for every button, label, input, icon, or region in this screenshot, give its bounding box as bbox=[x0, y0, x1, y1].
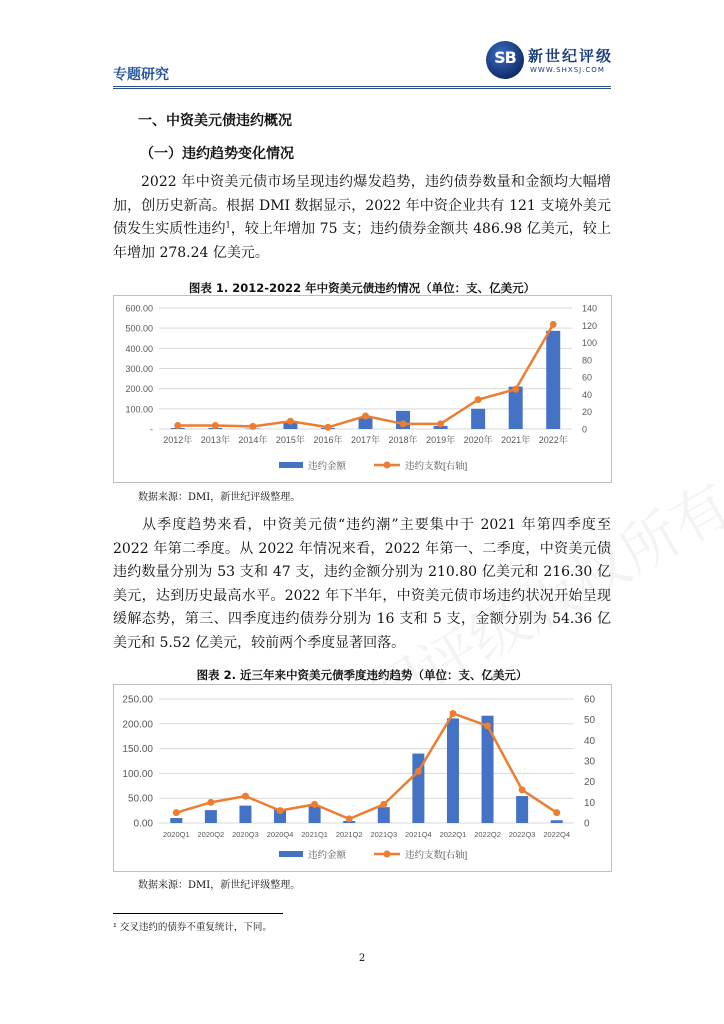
line-point bbox=[212, 422, 219, 429]
category-label: 2018年 bbox=[388, 435, 418, 445]
bar bbox=[359, 418, 373, 429]
bar bbox=[170, 818, 182, 823]
left-axis-tick-label: 50.00 bbox=[127, 793, 153, 805]
right-axis-tick-label: 100 bbox=[582, 338, 598, 349]
bar bbox=[551, 820, 563, 823]
legend-line-marker bbox=[384, 462, 391, 469]
legend-bar-swatch bbox=[279, 462, 303, 468]
right-axis-tick-label: 30 bbox=[584, 756, 596, 768]
right-axis-tick-label: 10 bbox=[584, 797, 596, 809]
legend-label: 违约支数[右轴] bbox=[405, 461, 468, 472]
line-point bbox=[346, 815, 353, 822]
category-label: 2014年 bbox=[238, 435, 268, 445]
line-point bbox=[415, 768, 422, 775]
line-point bbox=[380, 801, 387, 808]
category-label: 2021Q1 bbox=[301, 830, 328, 839]
paragraph-intro bbox=[113, 171, 611, 265]
logo-url: WWW.SHXSJ.COM bbox=[530, 66, 605, 74]
legend-label: 违约金额 bbox=[308, 850, 347, 861]
left-axis-tick-label: 200.00 bbox=[122, 719, 153, 731]
left-axis-tick-label: 300.00 bbox=[125, 364, 153, 374]
category-label: 2019年 bbox=[426, 435, 456, 445]
left-axis-tick-label: 200.00 bbox=[125, 384, 153, 395]
bar bbox=[205, 810, 217, 823]
footnote-reference[interactable]: 1 bbox=[225, 220, 231, 230]
line-point bbox=[311, 801, 318, 808]
category-label: 2021Q3 bbox=[370, 830, 398, 839]
line-point bbox=[519, 786, 526, 793]
line-point bbox=[475, 396, 482, 403]
paragraph-intro-text: 2022 年中资美元债市场呈现违约爆发趋势，违约债券数量和金额均大幅增加，创历史新高。根据 DMI 数据显示，2022 年中资企业共有 121 支境外美元债发生实质性违约 bbox=[113, 174, 611, 237]
chart1-annual-defaults bbox=[114, 296, 611, 482]
bar bbox=[239, 806, 251, 823]
left-axis-tick-label: - bbox=[150, 424, 153, 435]
right-axis-tick-label: 0 bbox=[584, 818, 590, 830]
category-label: 2013年 bbox=[200, 435, 230, 445]
line-point bbox=[449, 710, 456, 717]
category-label: 2022Q2 bbox=[474, 830, 501, 839]
paragraph-quarterly-text: 从季度趋势来看，中资美元债“违约潮”主要集中于 2021 年第四季度至 2022 年第二季度。从 2022 年情况来看，2022 年第一、二季度，中资美元债违约数量分别为 53 支和 47 支，违约金额分别为 210.80 亿美元和 216.30 亿美元，达到历史最高水平。2022 年下半年，中资美元债市场违约状况开始呈现缓解态势，第三、四季度违约债券分别为 16 支和 5 支，金额分别为 54.36 亿美元和 5.52 亿美元，较前两个季度显著回落。 bbox=[113, 517, 611, 651]
right-axis-tick-label: 80 bbox=[582, 355, 593, 366]
right-axis-tick-label: 0 bbox=[582, 424, 588, 435]
chart1-source: 数据来源：DMI，新世纪评级整理。 bbox=[138, 492, 301, 503]
subsection-heading: （一）违约趋势变化情况 bbox=[140, 146, 294, 162]
category-label: 2016年 bbox=[313, 435, 343, 445]
line-point bbox=[174, 422, 181, 429]
chart1-caption: 图表 1. 2012-2022 年中资美元债违约情况（单位：支、亿美元） bbox=[188, 281, 536, 295]
footnote-divider bbox=[113, 913, 283, 914]
line-point bbox=[242, 793, 249, 800]
category-label: 2021Q2 bbox=[335, 830, 363, 839]
bar bbox=[516, 796, 528, 823]
line-point bbox=[553, 809, 560, 816]
header-divider-secondary bbox=[113, 88, 611, 89]
line-point bbox=[249, 423, 256, 430]
line-point bbox=[437, 420, 444, 427]
category-label: 2022Q1 bbox=[439, 830, 467, 839]
bar bbox=[509, 387, 523, 429]
left-axis-tick-label: 100.00 bbox=[125, 404, 153, 415]
chart2-caption: 图表 2. 近三年来中资美元债季度违约趋势（单位：支、亿美元） bbox=[196, 668, 528, 682]
page-number: 2 bbox=[358, 953, 366, 964]
paragraph-intro-text-end: ，较上年增加 75 支；违约债券金额共 486.98 亿美元，较上年增加 278.24 亿美元。 bbox=[113, 221, 611, 261]
line-point bbox=[484, 722, 491, 729]
right-axis-tick-label: 20 bbox=[584, 777, 596, 789]
line-point bbox=[287, 418, 294, 425]
chart2-frame bbox=[113, 684, 612, 872]
right-axis-tick-label: 40 bbox=[582, 389, 593, 400]
category-label: 2022年 bbox=[538, 435, 568, 445]
logo-name: 新世纪评级 bbox=[528, 47, 614, 65]
left-axis-tick-label: 100.00 bbox=[122, 768, 153, 780]
category-label: 2020Q2 bbox=[197, 830, 225, 839]
left-axis-tick-label: 600.00 bbox=[125, 303, 153, 314]
category-label: 2017年 bbox=[350, 435, 381, 445]
category-label: 2022Q4 bbox=[543, 830, 571, 839]
right-axis-tick-label: 60 bbox=[582, 372, 593, 383]
section-heading: 一、中资美元债违约概况 bbox=[138, 113, 292, 129]
category-label: 2015年 bbox=[275, 435, 305, 445]
left-axis-tick-label: 500.00 bbox=[125, 323, 153, 334]
right-axis-tick-label: 140 bbox=[582, 303, 598, 314]
chart1-frame bbox=[113, 295, 612, 483]
line-point bbox=[173, 809, 180, 816]
line-point bbox=[400, 420, 407, 427]
legend-bar-swatch bbox=[279, 851, 303, 857]
footnote: ¹ 交叉违约的债券不重复统计，下同。 bbox=[113, 922, 272, 933]
right-axis-tick-label: 60 bbox=[584, 694, 596, 706]
right-axis-tick-label: 50 bbox=[584, 715, 596, 727]
series-line bbox=[176, 713, 556, 818]
bar bbox=[447, 718, 459, 823]
left-axis-tick-label: 0.00 bbox=[133, 818, 153, 830]
legend-label: 违约支数[右轴] bbox=[405, 850, 468, 861]
category-label: 2021年 bbox=[501, 435, 531, 445]
section-label: 专题研究 bbox=[113, 67, 169, 83]
series-line bbox=[178, 324, 553, 427]
left-axis-tick-label: 150.00 bbox=[122, 744, 153, 756]
line-point bbox=[512, 386, 519, 393]
chart2-quarterly-defaults bbox=[114, 685, 611, 871]
chart2-source: 数据来源：DMI，新世纪评级整理。 bbox=[138, 880, 301, 891]
category-label: 2020Q4 bbox=[266, 830, 294, 839]
bar bbox=[309, 806, 321, 823]
line-point bbox=[277, 807, 284, 814]
category-label: 2021Q4 bbox=[405, 830, 432, 839]
line-point bbox=[324, 424, 331, 431]
category-label: 2020Q3 bbox=[232, 830, 259, 839]
company-logo bbox=[486, 41, 624, 81]
category-label: 2022Q3 bbox=[508, 830, 536, 839]
right-axis-tick-label: 120 bbox=[582, 320, 598, 331]
header-divider bbox=[113, 86, 611, 87]
right-axis-tick-label: 20 bbox=[582, 407, 593, 418]
legend-line-marker bbox=[384, 851, 391, 858]
bar bbox=[378, 807, 390, 823]
left-axis-tick-label: 400.00 bbox=[125, 343, 153, 354]
category-label: 2012年 bbox=[163, 435, 193, 445]
category-label: 2020Q1 bbox=[162, 830, 190, 839]
bar bbox=[471, 409, 485, 429]
right-axis-tick-label: 40 bbox=[584, 735, 596, 747]
line-point bbox=[362, 413, 369, 420]
category-label: 2020年 bbox=[463, 435, 493, 445]
line-point bbox=[550, 321, 557, 328]
logo-mark: SB bbox=[494, 48, 516, 67]
paragraph-quarterly bbox=[113, 514, 611, 655]
legend-label: 违约金额 bbox=[308, 461, 347, 472]
left-axis-tick-label: 250.00 bbox=[122, 694, 153, 706]
bar bbox=[546, 331, 560, 429]
line-point bbox=[207, 799, 214, 806]
